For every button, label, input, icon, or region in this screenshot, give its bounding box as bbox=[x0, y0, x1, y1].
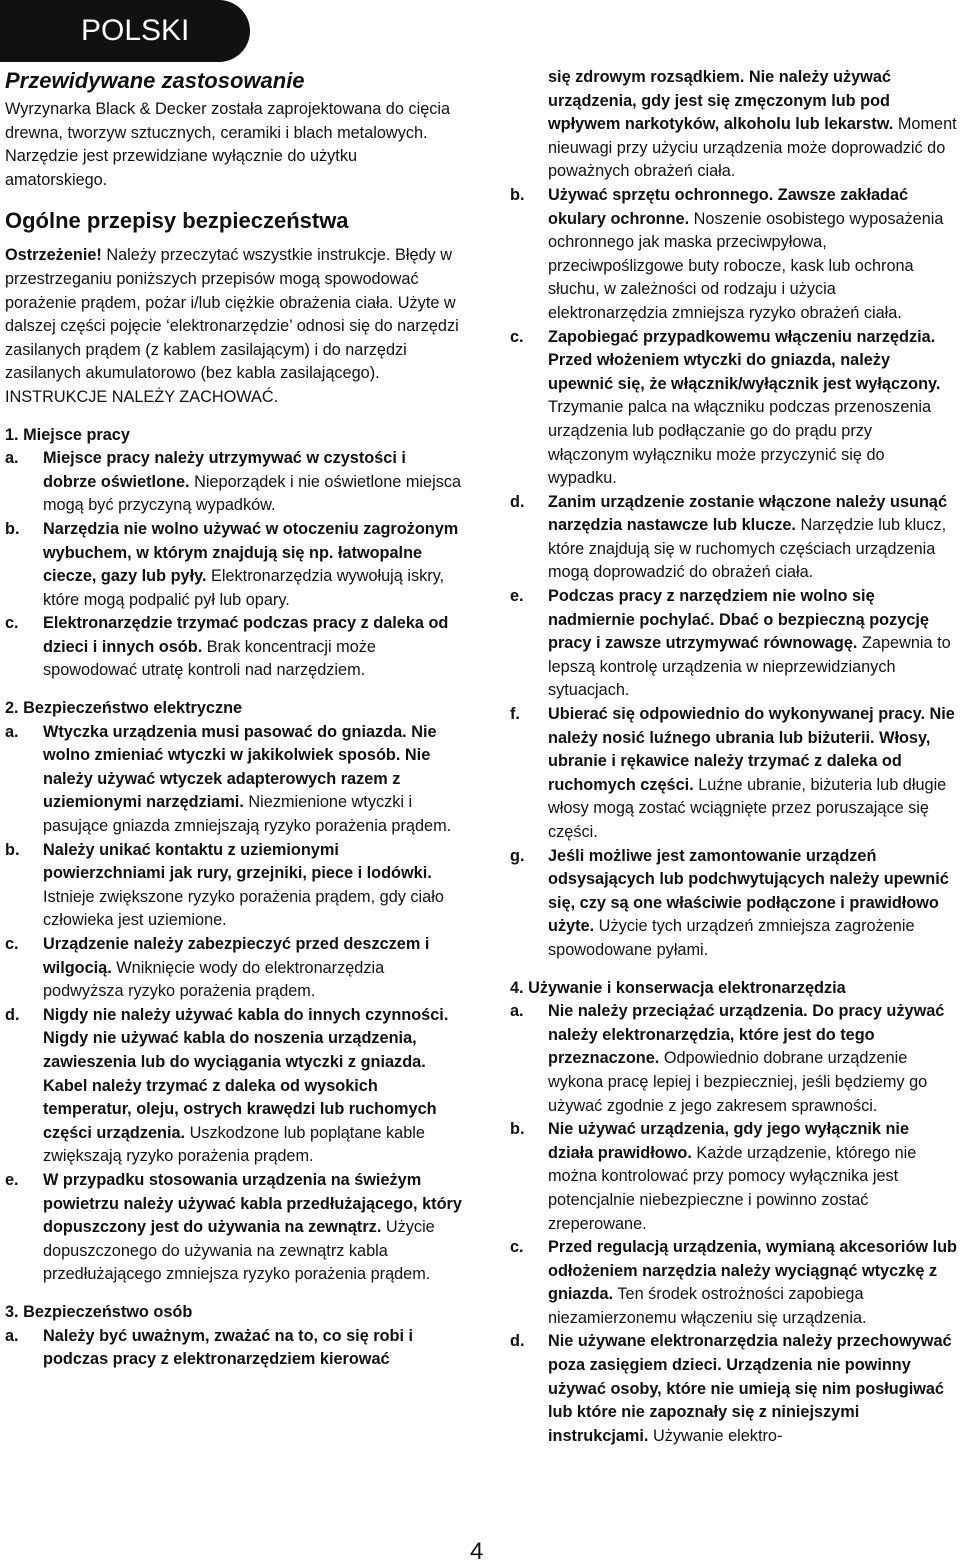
left-column bbox=[5, 66, 462, 1372]
item-bold: Używać sprzętu ochronnego. Zawsze zakładać okulary ochronne. bbox=[548, 185, 909, 228]
item-text: Uszkodzone lub poplątane kable zwiększają ryzyko porażenia prądem. bbox=[43, 1123, 425, 1166]
item-label: d. bbox=[510, 492, 525, 511]
item-text: Zapewnia to lepszą kontrolę urządzenia w nieprzewidzianych sytuacjach. bbox=[548, 634, 951, 700]
item-text: Elektronarzędzia wywołują iskry, które mogą podpalić pył lub opary. bbox=[43, 567, 445, 609]
list-item bbox=[5, 447, 462, 518]
list-item bbox=[510, 703, 957, 845]
item-bold: Ubierać się odpowiednio do wykonywanej pracy. Nie należy nosić luźnego ubrania lub biżuterii. Włosy, ubranie i rękawice należy trzymać z daleka od ruchomych części. bbox=[548, 705, 955, 794]
list-item bbox=[5, 721, 462, 839]
section-personal: 3. Bezpieczeństwo osób bbox=[5, 1302, 193, 1321]
warning-paragraph bbox=[5, 244, 462, 386]
item-label: b. bbox=[5, 519, 20, 538]
item-label: a. bbox=[5, 722, 19, 741]
intended-use-text: Wyrzynarka Black & Decker została zaprojektowana do cięcia drewna, tworzyw sztucznych, ceramiki i blach metalowych. Narzędzie jest przewidziane wyłącznie do użytku amatorskiego. bbox=[5, 100, 451, 189]
item-bold: Wtyczka urządzenia musi pasować do gniazda. Nie wolno zmieniać wtyczki w jakikolwiek sposób. Nie należy używać wtyczek adapterowych razem z uziemionymi narzędziami. bbox=[43, 722, 437, 812]
list-item bbox=[510, 326, 957, 491]
item-text: Moment nieuwagi przy użyciu urządzenia może doprowadzić do poważnych obrażeń ciała. bbox=[548, 115, 957, 181]
list-item bbox=[5, 612, 462, 683]
list-item bbox=[510, 1000, 957, 1118]
list-item bbox=[5, 1325, 462, 1372]
list-item bbox=[5, 518, 462, 612]
list-item bbox=[510, 1330, 957, 1448]
item-label: b. bbox=[510, 185, 525, 204]
item-bold: Nie używać urządzenia, gdy jego wyłącznik nie działa prawidłowo. bbox=[548, 1120, 910, 1162]
item-label: a. bbox=[510, 1002, 524, 1021]
item-bold: Nie należy przeciążać urządzenia. Do pracy używać należy elektronarzędzia, które jest do tego przeznaczone. bbox=[548, 1002, 945, 1068]
item-bold: Miejsce pracy należy utrzymywać w czystości i dobrze oświetlone. bbox=[43, 449, 406, 491]
right-column bbox=[510, 66, 957, 1448]
item-bold: Przed regulacją urządzenia, wymianą akcesoriów lub odłożeniem narzędzia należy wyciągnąć wtyczkę z gniazda. bbox=[548, 1238, 957, 1304]
item-bold: Należy unikać kontaktu z uziemionymi powierzchniami jak rury, grzejniki, piece i lodówki. bbox=[43, 840, 432, 883]
list-item bbox=[5, 1169, 462, 1287]
item-text: Użycie tych urządzeń zmniejsza zagrożenie spowodowane pyłami. bbox=[548, 917, 915, 959]
item-bold: Narzędzia nie wolno używać w otoczeniu zagrożonym wybuchem, w którym znajdują się np. łatwopalne ciecze, gazy lub pyły. bbox=[43, 519, 459, 586]
item-text: Brak koncentracji może spowodować utratę kontroli nad narzędziem. bbox=[43, 637, 376, 680]
item-bold: Nigdy nie należy używać kabla do innych czynności. Nigdy nie używać kabla do noszenia urządzenia, zawieszenia lub do wyciągania wtyczki z gniazda. Kabel należy trzymać z daleka od wysokich temperatur, oleju, ostrych krawędzi lub ruchomych części urządzenia. bbox=[43, 1005, 449, 1142]
list-item bbox=[510, 1236, 957, 1330]
item-text: Każde urządzenie, którego nie można kontrolować przy pomocy wyłącznika jest potencjalnie niebezpieczne i powinno zostać zreperowane. bbox=[548, 1143, 917, 1233]
item-label: a. bbox=[5, 1326, 19, 1345]
item-bold: Podczas pracy z narzędziem nie wolno się nadmiernie pochylać. Dbać o bezpieczną pozycję pracy i zawsze utrzymywać równowagę. bbox=[548, 587, 929, 653]
item-text: Odpowiednio dobrane urządzenie wykona pracę lepiej i bezpieczniej, jeśli będziemy go używać zgodnie z jego zakresem sprawności. bbox=[548, 1049, 928, 1115]
item-text: Narzędzie lub klucz, które znajdują się w ruchomych częściach urządzenia mogą doprowadzić do obrażeń ciała. bbox=[548, 516, 947, 582]
section-tool-use: 4. Używanie i konserwacja elektronarzędzia bbox=[510, 978, 846, 997]
item-label: c. bbox=[510, 327, 524, 346]
section-work-area: 1. Miejsce pracy bbox=[5, 425, 130, 444]
item-bold: Zapobiegać przypadkowemu włączeniu narzędzia. Przed włożeniem wtyczki do gniazda, należy upewnić się, że włącznik/wyłącznik jest wyłączony. bbox=[548, 327, 941, 393]
section-electrical: 2. Bezpieczeństwo elektryczne bbox=[5, 699, 243, 718]
safety-heading: Ogólne przepisy bezpieczeństwa bbox=[5, 208, 349, 234]
language-label: POLSKI bbox=[81, 14, 190, 47]
item-bold: Elektronarzędzie trzymać podczas pracy z daleka od dzieci i innych osób. bbox=[43, 614, 449, 656]
item-bold: Jeśli możliwe jest zamontowanie urządzeń odsysających lub podchwytujących należy upewnić się, czy są one właściwie podłączone i prawidłowo użyte. bbox=[548, 846, 949, 936]
item-label: a. bbox=[5, 449, 19, 468]
keep-instructions: INSTRUKCJE NALEŻY ZACHOWAĆ. bbox=[5, 387, 279, 406]
list-item bbox=[5, 839, 462, 933]
item-bold: Zanim urządzenie zostanie włączone należy usunąć narzędzia nastawcze lub klucze. bbox=[548, 492, 948, 535]
item-label: b. bbox=[5, 840, 20, 859]
item-label: e. bbox=[510, 587, 524, 606]
item-text: Noszenie osobistego wyposażenia ochronnego jak maska przeciwpyłowa, przeciwpoślizgowe buty robocze, kask lub ochrona słuchu, w zależności od rodzaju i użycia elektronarzędzia zmniejsza ryzyko obrażeń ciała. bbox=[548, 209, 944, 322]
warning-text: Należy przeczytać wszystkie instrukcje. Błędy w przestrzeganiu poniższych przepisów mogą spowodować porażenie prądem, pożar i/lub ciężkie obrażenia ciała. Użyte w dalszej części pojęcie ‘elektronarzędzie’ odnosi się do narzędzi zasilanych prądem (z kablem zasilającym) i do narzędzi zasilanych akumulatorowo (bez kabla zasilającego). bbox=[5, 246, 459, 383]
item-label: b. bbox=[510, 1120, 525, 1139]
list-item-continued bbox=[510, 66, 957, 184]
item-label: c. bbox=[5, 935, 19, 953]
item-text: Użycie dopuszczonego do używania na zewnątrz kabla przedłużającego zmniejsza ryzyko porażenia prądem. bbox=[43, 1218, 435, 1284]
list-item bbox=[510, 184, 957, 326]
item-bold: W przypadku stosowania urządzenia na świeżym powietrzu należy używać kabla przedłużającego, który dopuszczony jest do używania na zewnątrz. bbox=[43, 1170, 462, 1237]
list-item bbox=[510, 585, 957, 703]
warning-label: Ostrzeżenie! bbox=[5, 246, 102, 265]
item-bold: Należy być uważnym, zważać na to, co się robi i podczas pracy z elektronarzędziem kierować bbox=[43, 1326, 414, 1369]
item-label: d. bbox=[5, 1005, 20, 1024]
list-item bbox=[5, 933, 462, 1004]
item-text: Wniknięcie wody do elektronarzędzia podwyższa ryzyko porażenia prądem. bbox=[43, 958, 385, 1001]
language-tab bbox=[0, 0, 250, 62]
list-item bbox=[5, 1004, 462, 1169]
item-text: Trzymanie palca na włączniku podczas przenoszenia urządzenia lub podłączanie go do prądu przy włączonym wyłączniku może przyczynić się do wypadku. bbox=[548, 398, 932, 488]
item-text: Nieporządek i nie oświetlone miejsca mogą być przyczyną wypadków. bbox=[43, 472, 462, 515]
item-text: Używanie elektro- bbox=[648, 1426, 783, 1445]
list-item bbox=[510, 845, 957, 963]
item-text: Ten środek ostrożności zapobiega niezamierzonemu włączeniu się urządzenia. bbox=[548, 1285, 867, 1327]
list-item bbox=[510, 1118, 957, 1236]
list-item bbox=[510, 491, 957, 585]
item-label: d. bbox=[510, 1332, 525, 1351]
page-number: 4 bbox=[470, 1538, 484, 1565]
item-label: c. bbox=[5, 614, 19, 633]
item-text: Luźne ubranie, biżuteria lub długie włosy mogą zostać wciągnięte przez poruszające się części. bbox=[548, 775, 947, 841]
intended-use-heading: Przewidywane zastosowanie bbox=[5, 68, 305, 93]
item-label: e. bbox=[5, 1170, 19, 1189]
item-text: Niezmienione wtyczki i pasujące gniazda zmniejszają ryzyko porażenia prądem. bbox=[43, 793, 452, 836]
item-bold: Nie używane elektronarzędzia należy przechowywać poza zasięgiem dzieci. Urządzenia nie powinny używać osoby, które nie umieją się nim posługiwać lub które nie zapoznały się z niniejszymi instrukcjami. bbox=[548, 1332, 952, 1445]
item-label: f. bbox=[510, 705, 520, 724]
item-label: c. bbox=[510, 1238, 524, 1257]
item-label: g. bbox=[510, 846, 525, 865]
item-bold: Urządzenie należy zabezpieczyć przed deszczem i wilgocią. bbox=[43, 935, 430, 977]
item-bold: się zdrowym rozsądkiem. Nie należy używać urządzenia, gdy jest się zmęczonym lub pod wpływem narkotyków, alkoholu lub lekarstw. bbox=[548, 68, 894, 134]
item-text: Istnieje zwiększone ryzyko porażenia prądem, gdy ciało człowieka jest uziemione. bbox=[43, 887, 444, 930]
